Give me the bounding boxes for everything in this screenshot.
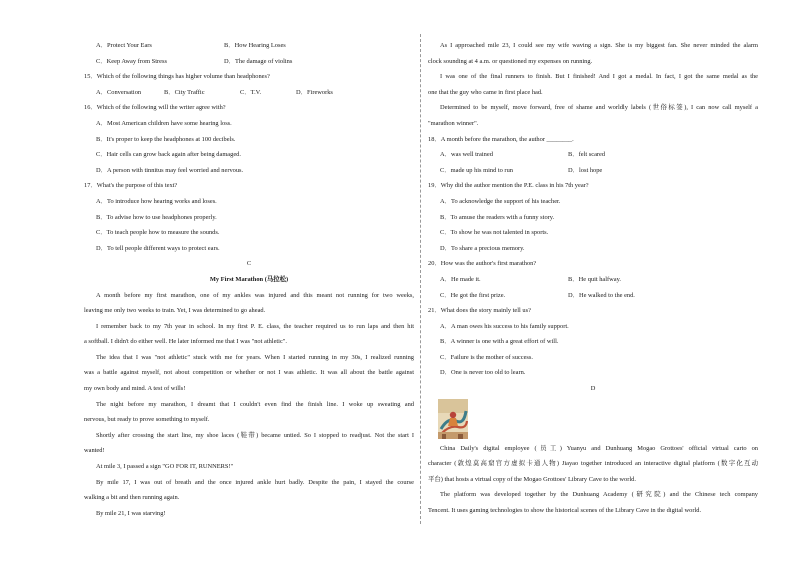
passage-d-line: The platform was developed together by the Dunhuang Academy (研究院) and the Chinese tech company — [440, 491, 758, 499]
passage-c-line: wanted! — [84, 447, 105, 455]
passage-c-line: leaving me only two weeks to train. Yet, I was determined to go ahead. — [84, 307, 266, 315]
q16-option-b[interactable]: B．It's proper to keep the headphones at 100 decibels. — [96, 135, 236, 143]
passage-d-body — [428, 441, 758, 519]
q19-option-d[interactable]: D．To share a precious memory. — [440, 244, 525, 252]
passage-c-line: As I approached mile 23, I could see my wife waving a sign. She is my biggest fan. She never minded the alarm — [440, 42, 758, 49]
question-17: 17．What's the purpose of this text? — [84, 182, 178, 190]
left-column — [84, 38, 414, 521]
passage-c-title: My First Marathon (马拉松) — [209, 275, 289, 283]
flying-apsaras-illustration — [438, 399, 468, 439]
q14-option-c[interactable]: C．Keep Away from Stress — [96, 57, 167, 65]
passage-c-line: A month before my first marathon, one of my ankles was injured and this meant not running for two weeks, — [96, 291, 414, 299]
q21-option-a[interactable]: A．A man owes his success to his family support. — [440, 322, 569, 330]
passage-c-line: one that the guy who came in first place had. — [428, 88, 543, 96]
passage-d-illustration — [428, 397, 758, 441]
q14-option-d[interactable]: D．The damage of violins — [224, 57, 293, 65]
q20-option-a[interactable]: A．He made it. — [440, 275, 481, 283]
question-16: 16．Which of the following will the writer agree with? — [84, 104, 226, 112]
section-d-heading: D — [590, 385, 596, 393]
passage-c-line: walking a bit and then running again. — [84, 494, 180, 502]
q17-option-a[interactable]: A．To introduce how hearing works and loses. — [96, 197, 217, 205]
right-column — [428, 38, 758, 519]
passage-c-line: "marathon winner". — [428, 119, 479, 127]
q14-option-a[interactable]: A．Protect Your Ears — [96, 42, 152, 49]
q20-option-d[interactable]: D．He walked to the end. — [568, 291, 635, 299]
passage-c-line: By mile 21, I was starving! — [96, 509, 166, 517]
q18-option-c[interactable]: C．made up his mind to run — [440, 166, 513, 174]
passage-c-line: Determined to be myself, move forward, free of shame and worldly labels (世俗标签), I can now call myself a — [440, 104, 758, 112]
q15-option-a[interactable]: A．Conversation — [96, 88, 142, 96]
q17-option-d[interactable]: D．To tell people different ways to protect ears. — [96, 244, 220, 252]
q20-options-row-2 — [428, 288, 758, 304]
passage-c-line: I was one of the final runners to finish. But I finished! And I got a medal. In fact, I got the same medal as the — [440, 73, 758, 81]
q15-option-b[interactable]: B．City Traffic — [164, 88, 205, 96]
passage-c-line: The idea that I was "not athletic" stuck with me for years. When I started running in my 30s, I realized running — [96, 353, 414, 361]
q15-option-d[interactable]: D．Fireworks — [296, 88, 333, 96]
question-19: 19．Why did the author mention the P.E. class in his 7th year? — [428, 182, 589, 190]
question-21: 21．What does the story mainly tell us? — [428, 307, 531, 315]
q18-options-row-2 — [428, 163, 758, 179]
passage-c-line: my own body and mind. A test of wills! — [84, 385, 186, 393]
passage-c-line: By mile 17, I was out of breath and the once injured ankle hurt badly. Despite the pain, I stayed the course — [96, 478, 414, 486]
passage-c-line: clock sounding at 4 a.m. or questioned my expenses on running. — [428, 57, 593, 65]
question-15: 15．Which of the following things has higher volume than headphones? — [84, 73, 270, 81]
q18-option-d[interactable]: D．lost hope — [568, 166, 603, 174]
q20-options-row-1 — [428, 272, 758, 288]
q14-options-row-2 — [84, 54, 414, 70]
q21-option-c[interactable]: C．Failure is the mother of success. — [440, 353, 534, 361]
passage-c-line: At mile 3, I passed a sign "GO FOR IT, RUNNERS!" — [96, 463, 234, 471]
question-20: 20．How was the author's first marathon? — [428, 260, 537, 268]
q15-option-c[interactable]: C．T.V. — [240, 88, 262, 96]
column-divider — [420, 34, 421, 524]
q19-option-a[interactable]: A．To acknowledge the support of his teacher. — [440, 197, 561, 205]
q17-option-b[interactable]: B．To advise how to use headphones properly. — [96, 213, 217, 221]
q14-options-row-1 — [84, 38, 414, 54]
q18-option-a[interactable]: A．was well trained — [440, 151, 493, 159]
q18-options-row-1 — [428, 147, 758, 163]
passage-d-line: character (敦煌莫高窟官方虚拟卡通人物) Jiayao together introduced an interactive digital platform (数字化互动 — [428, 460, 758, 468]
passage-d-line: China Daily's digital employee (员工) Yuanyu and Dunhuang Mogao Grottoes' official virtual carto on — [440, 444, 758, 452]
passage-c-line: was a battle against myself, not about competition or whether or not I was athletic. It was all about the battle against — [84, 369, 414, 377]
q17-option-c[interactable]: C．To teach people how to measure the sounds. — [96, 229, 220, 237]
q16-option-c[interactable]: C．Hair cells can grow back again after being damaged. — [96, 151, 241, 159]
passage-c-line: Shortly after crossing the start line, my shoe laces (鞋带) became untied. So I stopped to readjust. Not the start I — [96, 431, 414, 439]
passage-c-line: a softball. I didn't do either well. He later informed me that I was "not athletic". — [84, 338, 287, 346]
q15-options-row — [84, 85, 414, 101]
passage-c-body-continued — [428, 38, 758, 132]
passage-c-line: nervous, but ready to prove something to myself. — [84, 416, 210, 424]
passage-c-line: The night before my marathon, I dreamt that I couldn't even find the finish line. I woke up sweating and — [96, 400, 414, 408]
question-18: 18．A month before the marathon, the author ________. — [428, 135, 574, 143]
passage-d-line: Tencent. It uses gaming technologies to show the historical scenes of the Library Cave in the digital world. — [428, 507, 702, 515]
q18-option-b[interactable]: B．felt scared — [568, 151, 606, 159]
q14-option-b[interactable]: B．How Hearing Loses — [224, 42, 286, 49]
q21-option-b[interactable]: B．A winner is one with a great effort of will. — [440, 338, 559, 346]
passage-c-body — [84, 288, 414, 522]
q19-option-c[interactable]: C．To show he was not talented in sports. — [440, 229, 549, 237]
q20-option-b[interactable]: B．He quit halfway. — [568, 275, 622, 283]
q20-option-c[interactable]: C．He got the first prize. — [440, 291, 506, 299]
passage-c-line: I remember back to my 7th year in school. In my first P. E. class, the teacher required us to run laps and then hit — [96, 322, 414, 330]
q16-option-d[interactable]: D．A person with tinnitus may feel worried and nervous. — [96, 166, 244, 174]
passage-d-line: 平台) that hosts a virtual copy of the Mogao Grottoes' Library Cave to the world. — [428, 475, 636, 483]
q21-option-d[interactable]: D．One is never too old to learn. — [440, 369, 526, 377]
section-c-heading: C — [246, 260, 252, 268]
q16-option-a[interactable]: A．Most American children have some hearing loss. — [96, 119, 232, 127]
q19-option-b[interactable]: B．To amuse the readers with a funny story. — [440, 213, 555, 221]
